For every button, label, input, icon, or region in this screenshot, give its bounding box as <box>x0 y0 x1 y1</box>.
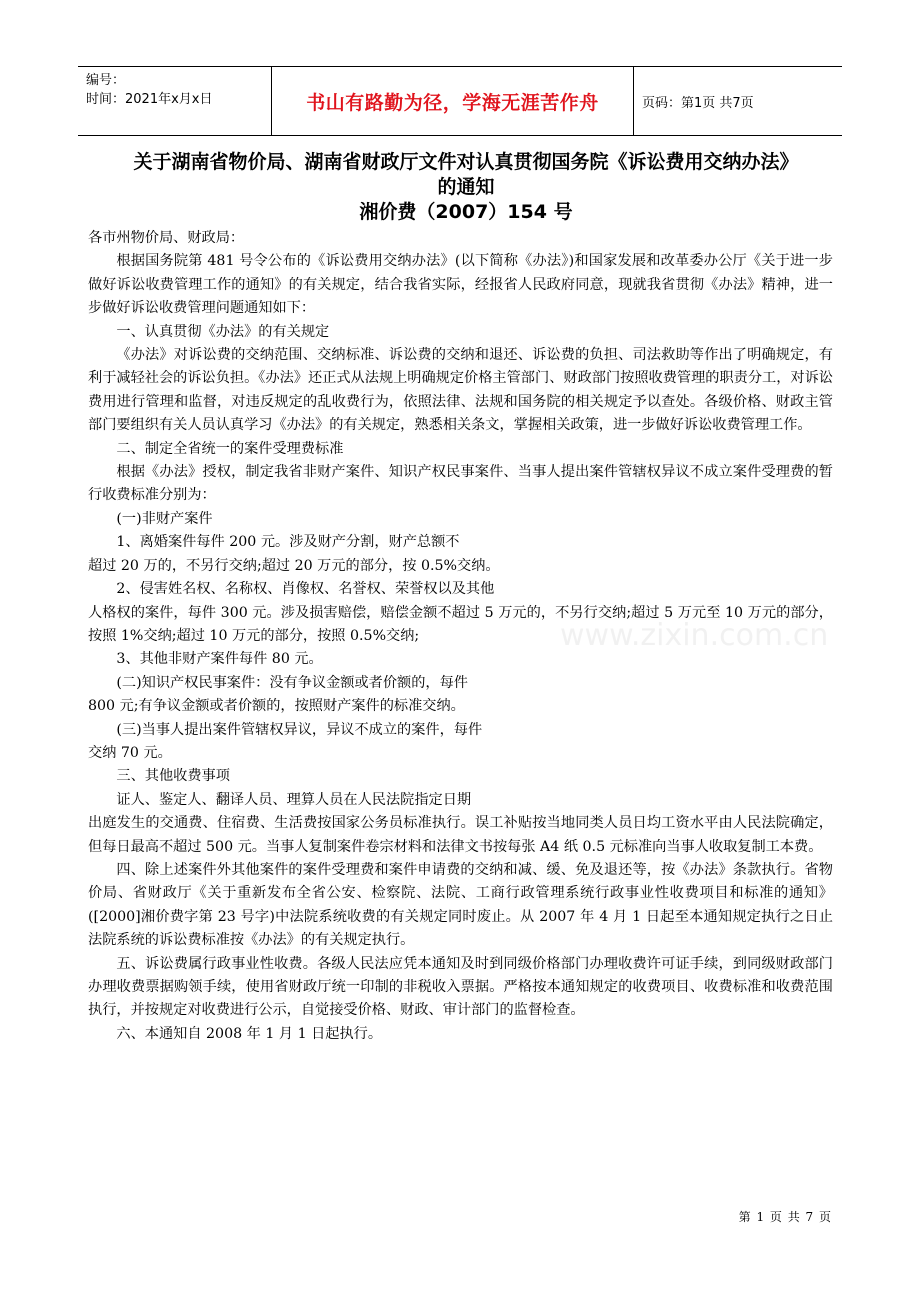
header-page-label: 页码：第1页 共7页 <box>642 95 754 111</box>
subsection-1-heading: (一)非财产案件 <box>116 510 213 527</box>
item-3: 3、其他非财产案件每件 80 元。 <box>116 651 323 668</box>
section-2-text: 根据《办法》授权，制定我省非财产案件、知识产权民事案件、当事人提出案件管辖权异议不成立案件受理费的暂行收费标准分别为： <box>88 464 833 504</box>
item-2-line-b: 人格权的案件，每件 300 元。涉及损害赔偿，赔偿金额不超过 5 万元的，不另行交纳;超过 5 万元至 10 万元的部分，按照 1%交纳;超过 10 万元的部分，按照 0.5%交纳; <box>88 604 833 644</box>
section-5-text: 五、诉讼费属行政事业性收费。各级人民法应凭本通知及时到同级价格部门办理收费许可证手续，到同级财政部门办理收费票据购领手续，使用省财政厅统一印制的非税收入票据。严格按本通知规定的收费项目、收费标准和收费范围执行，并按规定对收费进行公示，自觉接受价格、财政、审计部门的监督检查。 <box>88 955 833 1019</box>
salutation: 各市州物价局、财政局： <box>88 230 245 246</box>
document-title <box>80 150 852 225</box>
section-3-line-a: 证人、鉴定人、翻译人员、理算人员在人民法院指定日期 <box>116 791 472 808</box>
page-header <box>78 66 842 136</box>
item-1-line-a: 1、离婚案件每件 200 元。涉及财产分割，财产总额不 <box>116 534 460 551</box>
title-line-3: 湘价费（2007）154 号 <box>359 201 573 223</box>
section-1-heading: 一、认真贯彻《办法》的有关规定 <box>116 323 330 340</box>
item-1-line-b: 超过 20 万的，不另行交纳;超过 20 万元的部分，按 0.5%交纳。 <box>88 557 500 574</box>
item-2-line-a: 2、侵害姓名权、名称权、肖像权、名誉权、荣誉权以及其他 <box>116 581 495 598</box>
document-body <box>88 227 833 1046</box>
section-3-line-b: 出庭发生的交通费、住宿费、生活费按国家公务员标准执行。误工补贴按当地同类人员日均工资水平由人民法院确定，但每日最高不超过 500 元。当事人复制案件卷宗材料和法律文书按每张 A4 纸 0.5 元标准向当事人收取复制工本费。 <box>88 815 833 855</box>
subsection-2-line-b: 800 元;有争议金额或者价额的，按照财产案件的标准交纳。 <box>88 698 465 715</box>
section-4-text: 四、除上述案件外其他案件的案件受理费和案件申请费的交纳和减、缓、免及退还等，按《办法》条款执行。省物价局、省财政厅《关于重新发布全省公安、检察院、法院、工商行政管理系统行政事业性收费项目和标准的通知》([2000]湘价费字第 23 号字)中法院系统收费的有关规定同时废止。从 2007 年 4 月 1 日起至本通知规定执行之日止法院系统的诉讼费标准按《办法》的有关规定执行。 <box>88 861 833 949</box>
number-label: 编号： <box>86 73 126 88</box>
watermark: www.zixin.com.cn <box>560 618 829 653</box>
subsection-2-line-a: (二)知识产权民事案件：没有争议金额或者价额的，每件 <box>116 674 468 691</box>
intro-paragraph: 根据国务院第 481 号令公布的《诉讼费用交纳办法》(以下简称《办法》)和国家发展和改革委办公厅《关于进一步做好诉讼收费管理工作的通知》的有关规定，结合我省实际，经报省人民政府同意，现就我省贯彻《办法》精神，进一步做好诉讼收费管理问题通知如下： <box>88 253 833 317</box>
subsection-3-line-b: 交纳 70 元。 <box>88 744 172 761</box>
section-2-heading: 二、制定全省统一的案件受理费标准 <box>116 440 344 457</box>
page-footer: 第 1 页 共 7 页 <box>738 1210 832 1224</box>
section-3-heading: 三、其他收费事项 <box>116 768 230 785</box>
time-label: 时间：2021年x月x日 <box>86 92 213 107</box>
section-6-text: 六、本通知自 2008 年 1 月 1 日起执行。 <box>116 1025 383 1042</box>
section-1-text: 《办法》对诉讼费的交纳范围、交纳标准、诉讼费的交纳和退还、诉讼费的负担、司法救助等作出了明确规定，有利于减轻社会的诉讼负担。《办法》还正式从法规上明确规定价格主管部门、财政部门按照收费管理的职责分工，对诉讼费用进行管理和监督，对违反规定的乱收费行为，依照法律、法规和国务院的相关规定予以查处。各级价格、财政主管部门要组织有关人员认真学习《办法》的有关规定，熟悉相关条文，掌握相关政策，进一步做好诉讼收费管理工作。 <box>88 347 833 434</box>
subsection-3-line-a: (三)当事人提出案件管辖权异议，异议不成立的案件，每件 <box>116 721 483 738</box>
title-line-1: 关于湖南省物价局、湖南省财政厅文件对认真贯彻国务院《诉讼费用交纳办法》 <box>133 151 799 173</box>
title-line-2: 的通知 <box>437 176 495 198</box>
header-motto: 书山有路勤为径，学海无涯苦作舟 <box>272 67 634 135</box>
header-meta <box>78 67 272 135</box>
